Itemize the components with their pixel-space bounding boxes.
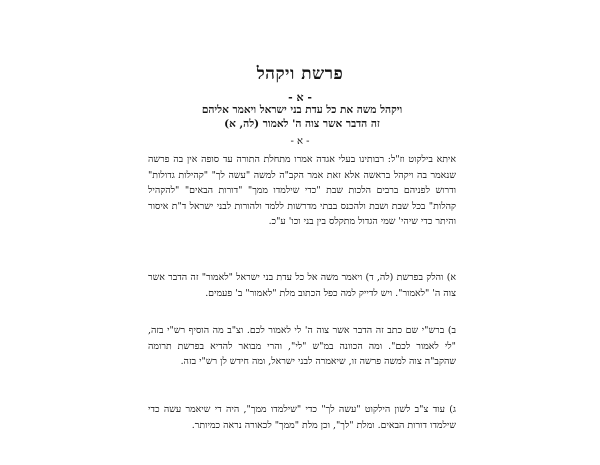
sub-section-marker: - א - xyxy=(290,136,310,147)
paragraph-bet: ב) ברש"י שם כתב זה הדבר אשר צוה ה' לי לאמור לכם. וצ"ב מה הוסיף רש"י בזה, "לי לאמור לכם". ומה הכוונה במ"ש "לי", והרי מבואר להדיא בפרשת תרומה שהקב"ה צוה למשה פרשה זו, שיאמרה לבני ישראל, ומה חידש לן רש"י בזה. xyxy=(148,325,456,368)
section-marker: - א - xyxy=(288,91,312,104)
page-title: פרשת ויקהל xyxy=(256,64,344,84)
verse-heading-line-1: ויקהל משה את כל עדת בני ישראל ויאמר אליהם xyxy=(201,104,403,116)
paragraph-alef: א) והלק בפרשת (לה, ד) ויאמר משה אל כל עדת בני ישראל "לאמור" זה הדבר אשר צוה ה' "לאמור". ויש לדייק למה כפל הכתוב מלת "לאמור" ב' פעמים. xyxy=(148,272,456,299)
paragraph-intro: איתא בילקוט וז"ל: רבותינו בעלי אגדה אמרו מתחלת התורה עד סופה אין בה פרשה שנאמר בה ויקהל בראשה אלא זאת אמר הקב"ה למשה "עשה לך" "קהילות גדולות" ודרוש לפניהם ברבים הלכות שבת "כדי שילמדו ממך" "דורות הבאים" "להקהיל קהלות" בכל שבת ושבת ולהכנס בבתי מדרשות ללמד ולהורות לבני ישראל ד"ת איסור והיתר כדי שיהי' שמי הגדול מתקלס בין בני וכו' ע"כ. xyxy=(148,154,456,228)
paragraph-gimel: ג) עוד צ"ב לשון הילקוט "עשה לך" כדי "שילמדו ממך", היה די שיאמר עשה כדי שילמדו דורות הבאים. ומלת "לך", וכן מלת "ממך" לכאורה נראה כמיותר. xyxy=(148,404,456,431)
verse-heading-line-2: זה הדבר אשר צוה ה' לאמור (לה, א) xyxy=(224,118,380,130)
